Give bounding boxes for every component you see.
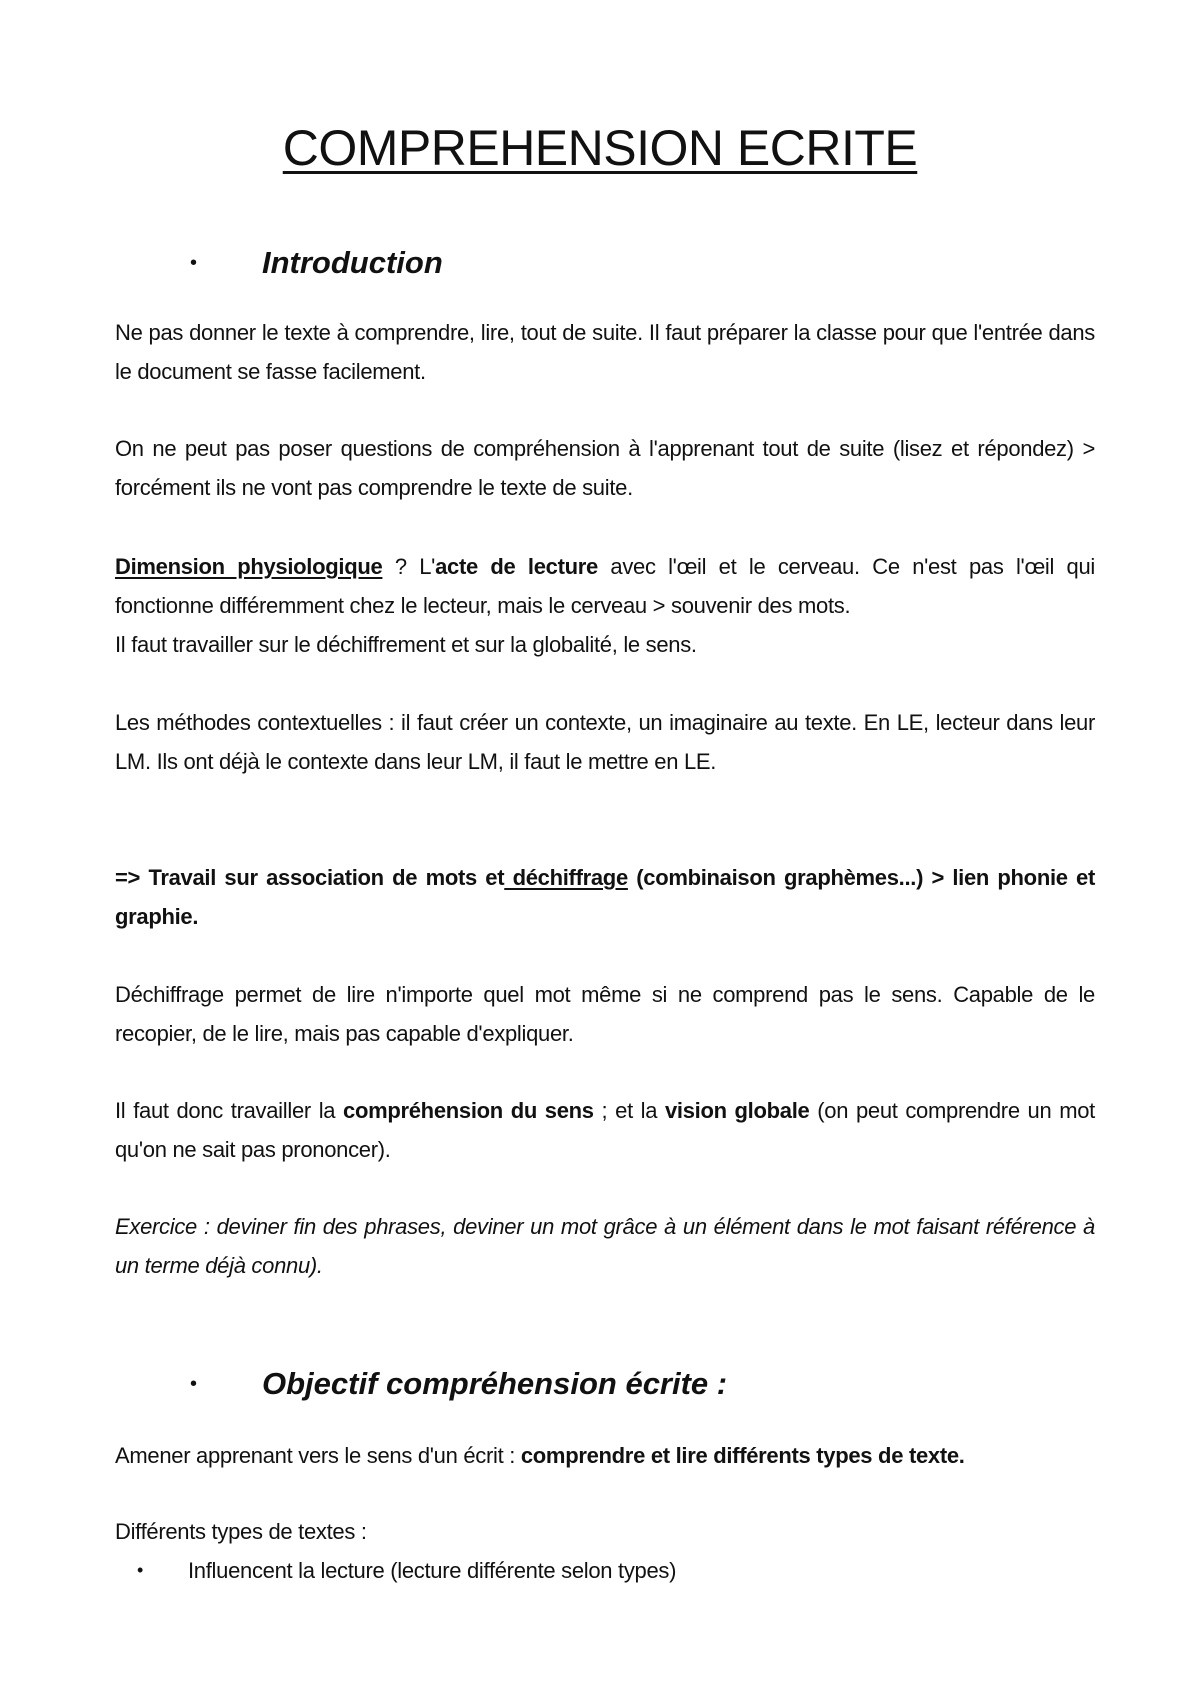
text-run: ; et la [593,1098,665,1123]
bold-text-vision-globale: vision globale [664,1098,810,1123]
text-run: ? L' [382,554,436,579]
bullet-icon: • [190,252,198,274]
paragraph: Différents types de textes : [115,1519,367,1544]
paragraph-travail-association [115,858,1095,936]
section-heading-text: Introduction [262,245,443,280]
paragraph-amener-apprenant [115,1436,1095,1475]
section-heading-text: Objectif compréhension écrite : [262,1366,728,1401]
paragraph: On ne peut pas poser questions de compréhension à l'apprenant tout de suite (lisez et répondez) > forcément ils ne vont pas comprendre le texte de suite. [115,436,1095,500]
paragraph: Déchiffrage permet de lire n'importe quel mot même si ne comprend pas le sens. Capable de le recopier, de le lire, mais pas capable d'expliquer. [115,982,1095,1046]
page-title: COMPREHENSION ECRITE [282,120,918,176]
term-dimension-physiologique: Dimension physiologique [115,554,383,579]
paragraph-exercice: Exercice : deviner fin des phrases, deviner un mot grâce à un élément dans le mot faisant référence à un terme déjà connu). [115,1214,1095,1278]
bullet-icon: • [190,1373,198,1395]
text-run: => Travail sur association de mots et [115,865,505,890]
text-run: avec l'œil et le cerveau. Ce n'est pas l'œil qui fonctionne différemment chez le lecteur, mais le cerveau > souvenir des mots. [115,554,1095,618]
text-run: (combinaison graphèmes...) > lien phonie et graphie. [115,865,1096,929]
underlined-text-dechiffrage: déchiffrage [504,865,628,890]
list-item-text: Influencent la lecture (lecture différente selon types) [188,1558,677,1583]
paragraph: Ne pas donner le texte à comprendre, lire, tout de suite. Il faut préparer la classe pour que l'entrée dans le document se fasse facilement. [115,320,1095,384]
paragraph-comprehension-sens [115,1091,1095,1169]
text-run: (on peut comprendre un mot qu'on ne sait pas prononcer). [115,1098,1095,1162]
text-run: Il faut travailler sur le déchiffrement et sur la globalité, le sens. [115,632,697,657]
bold-text-comprendre-et-lire: comprendre et lire différents types de texte. [520,1443,965,1468]
text-run: Il faut donc travailler la [115,1098,344,1123]
bold-text-comprehension-du-sens: compréhension du sens [343,1098,594,1123]
bullet-icon: • [137,1560,144,1580]
paragraph: Les méthodes contextuelles : il faut créer un contexte, un imaginaire au texte. En LE, lecteur dans leur LM. Ils ont déjà le contexte dans leur LM, il faut le mettre en LE. [115,710,1095,774]
text-run: Amener apprenant vers le sens d'un écrit : [115,1443,521,1468]
paragraph-dimension-physiologique [115,547,1095,664]
bold-text-acte-de-lecture: acte de lecture [435,554,598,579]
